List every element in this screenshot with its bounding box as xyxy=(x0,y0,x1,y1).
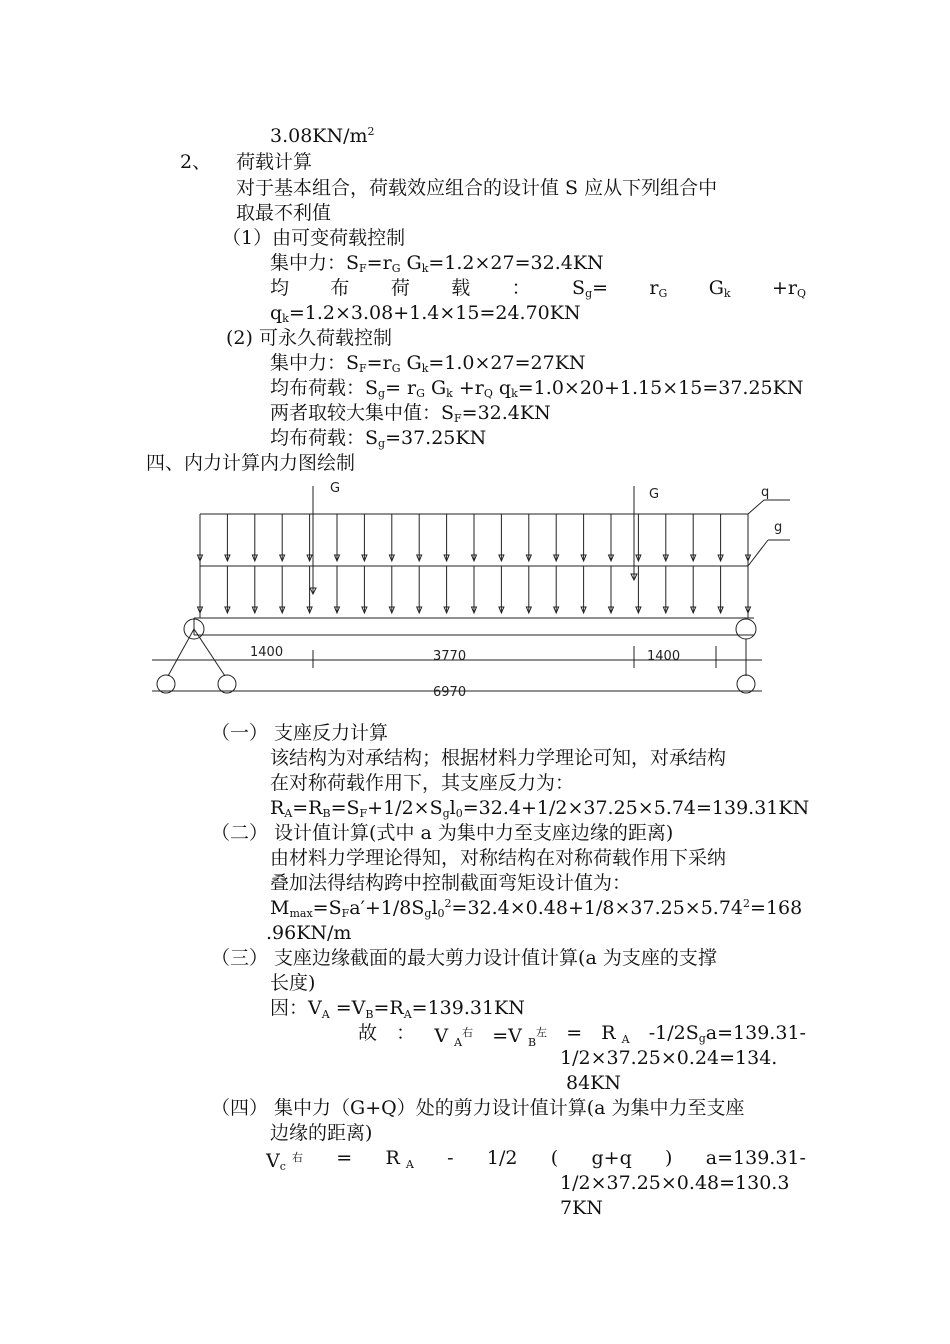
support-left-roller-a xyxy=(157,675,175,693)
diagram-label-g: g xyxy=(774,520,783,535)
section-2-number: 2、 xyxy=(180,151,212,173)
support-left-leg-b xyxy=(194,629,225,676)
diagram-label-g1: G xyxy=(330,481,341,496)
dim-mid: 3770 xyxy=(433,649,467,664)
case-2-conc-eq: 集中力：$S_F=r_G$ $G_k=1.0\times 27=27KN$ xyxy=(270,352,586,375)
part-3-so-eq-l2: 1/2×37.25×0.24=134. xyxy=(560,1047,778,1069)
load-value-line xyxy=(270,124,375,148)
dim-right: 1400 xyxy=(647,649,681,664)
section-4-heading: 四、内力计算内力图绘制 xyxy=(146,452,356,474)
support-left-leg-a xyxy=(168,629,194,676)
part-2-line-2: 叠加法得结构跨中控制截面弯矩设计值为： xyxy=(270,872,632,894)
part-3-so-eq-l3: 84KN xyxy=(566,1072,621,1094)
support-right-pin xyxy=(736,619,756,639)
case-1-dist-eq: 均 布 荷 载 ： $S_g=$ $r_G$ $G_k$ $+r_Q$ xyxy=(270,277,806,300)
part-3-because: 因：$V_A =V_B=R_A=139.31KN$ xyxy=(270,997,525,1021)
beam-load-diagram xyxy=(150,476,790,710)
load-value: 3.08KN/m xyxy=(270,125,368,147)
case-1-label: （1）由可变荷载控制 xyxy=(222,227,406,249)
support-right-roller xyxy=(737,675,755,693)
part-1-line-2: 在对称荷载作用下，其支座反力为： xyxy=(270,772,575,794)
part-2-eq: $M_{max}=S_Fa'+1/8S_gl_0^2=32.4\times 0.48+1/8\times 37.25\times 5.74^2=168$ xyxy=(270,897,803,920)
case-2-label: (2) 可永久荷载控制 xyxy=(226,327,392,349)
part-3-label: （三） 支座边缘截面的最大剪力设计值计算(a 为支座的支撑 xyxy=(211,947,717,969)
section-2-para-2: 取最不利值 xyxy=(236,202,332,224)
support-left-roller-b xyxy=(218,675,236,693)
load-value-sup: 2 xyxy=(367,125,375,138)
part-1-eq: $R_A=R_B=S_F+1/2\times S_gl_0=32.4+1/2\times 37.25\times 5.74=139.31KN$ xyxy=(270,797,810,820)
part-4-eq-l2: 1/2×37.25×0.48=130.3 xyxy=(560,1172,790,1194)
diagram-label-g2: G xyxy=(649,487,660,502)
part-3-label-cont: 长度) xyxy=(270,972,316,994)
case-2-max-conc: 两者取较大集中值：$S_F=32.4KN$ xyxy=(270,402,551,425)
case-1-dist-eq-cont: $q_k=1.2\times 3.08+1.4\times 15=24.70KN$ xyxy=(270,302,581,325)
case-2-max-dist: 均布荷载：$S_g=37.25KN$ xyxy=(270,427,487,450)
load-arrows xyxy=(198,514,751,613)
diagram-label-q: q xyxy=(761,485,770,500)
dim-total: 6970 xyxy=(433,685,467,700)
part-2-line-1: 由材料力学理论得知，对称结构在对称荷载作用下采纳 xyxy=(270,847,727,869)
section-2-para-1: 对于基本组合，荷载效应组合的设计值 S 应从下列组合中 xyxy=(236,177,718,199)
part-2-eq-cont: .96KN/m xyxy=(266,922,352,944)
dim-left: 1400 xyxy=(250,645,284,660)
part-4-label: （四） 集中力（G+Q）处的剪力设计值计算(a 为集中力至支座 xyxy=(211,1097,745,1119)
q-leader xyxy=(748,500,764,514)
g-leader xyxy=(748,540,768,566)
case-1-conc-eq: 集中力：$S_F=r_G$ $G_k=1.2\times 27=32.4KN$ xyxy=(270,252,604,275)
part-3-so-eq: 故 ： V $_A^右$ =V $_B^左$ = R $_A$ $-1/2S_ga=139.31-$ xyxy=(358,1022,806,1049)
part-4-label-cont: 边缘的距离) xyxy=(270,1122,373,1144)
part-2-label: （二） 设计值计算(式中 a 为集中力至支座边缘的距离) xyxy=(211,822,674,844)
part-1-label: （一） 支座反力计算 xyxy=(211,722,389,744)
part-1-line-1: 该结构为对承结构；根据材料力学理论可知，对承结构 xyxy=(270,747,727,769)
part-4-eq: $V_c$ $^右$ = R $_A$ - 1/2 ( g+q ) a=139.31- xyxy=(266,1147,806,1173)
case-2-dist-eq: 均布荷载：$S_g= r_G$ $G_k +r_Q$ $q_k=1.0\times 20+1.15\times 15=37.25KN$ xyxy=(270,377,804,400)
section-2-heading: 荷载计算 xyxy=(236,151,313,173)
part-4-eq-l3: 7KN xyxy=(560,1197,603,1219)
